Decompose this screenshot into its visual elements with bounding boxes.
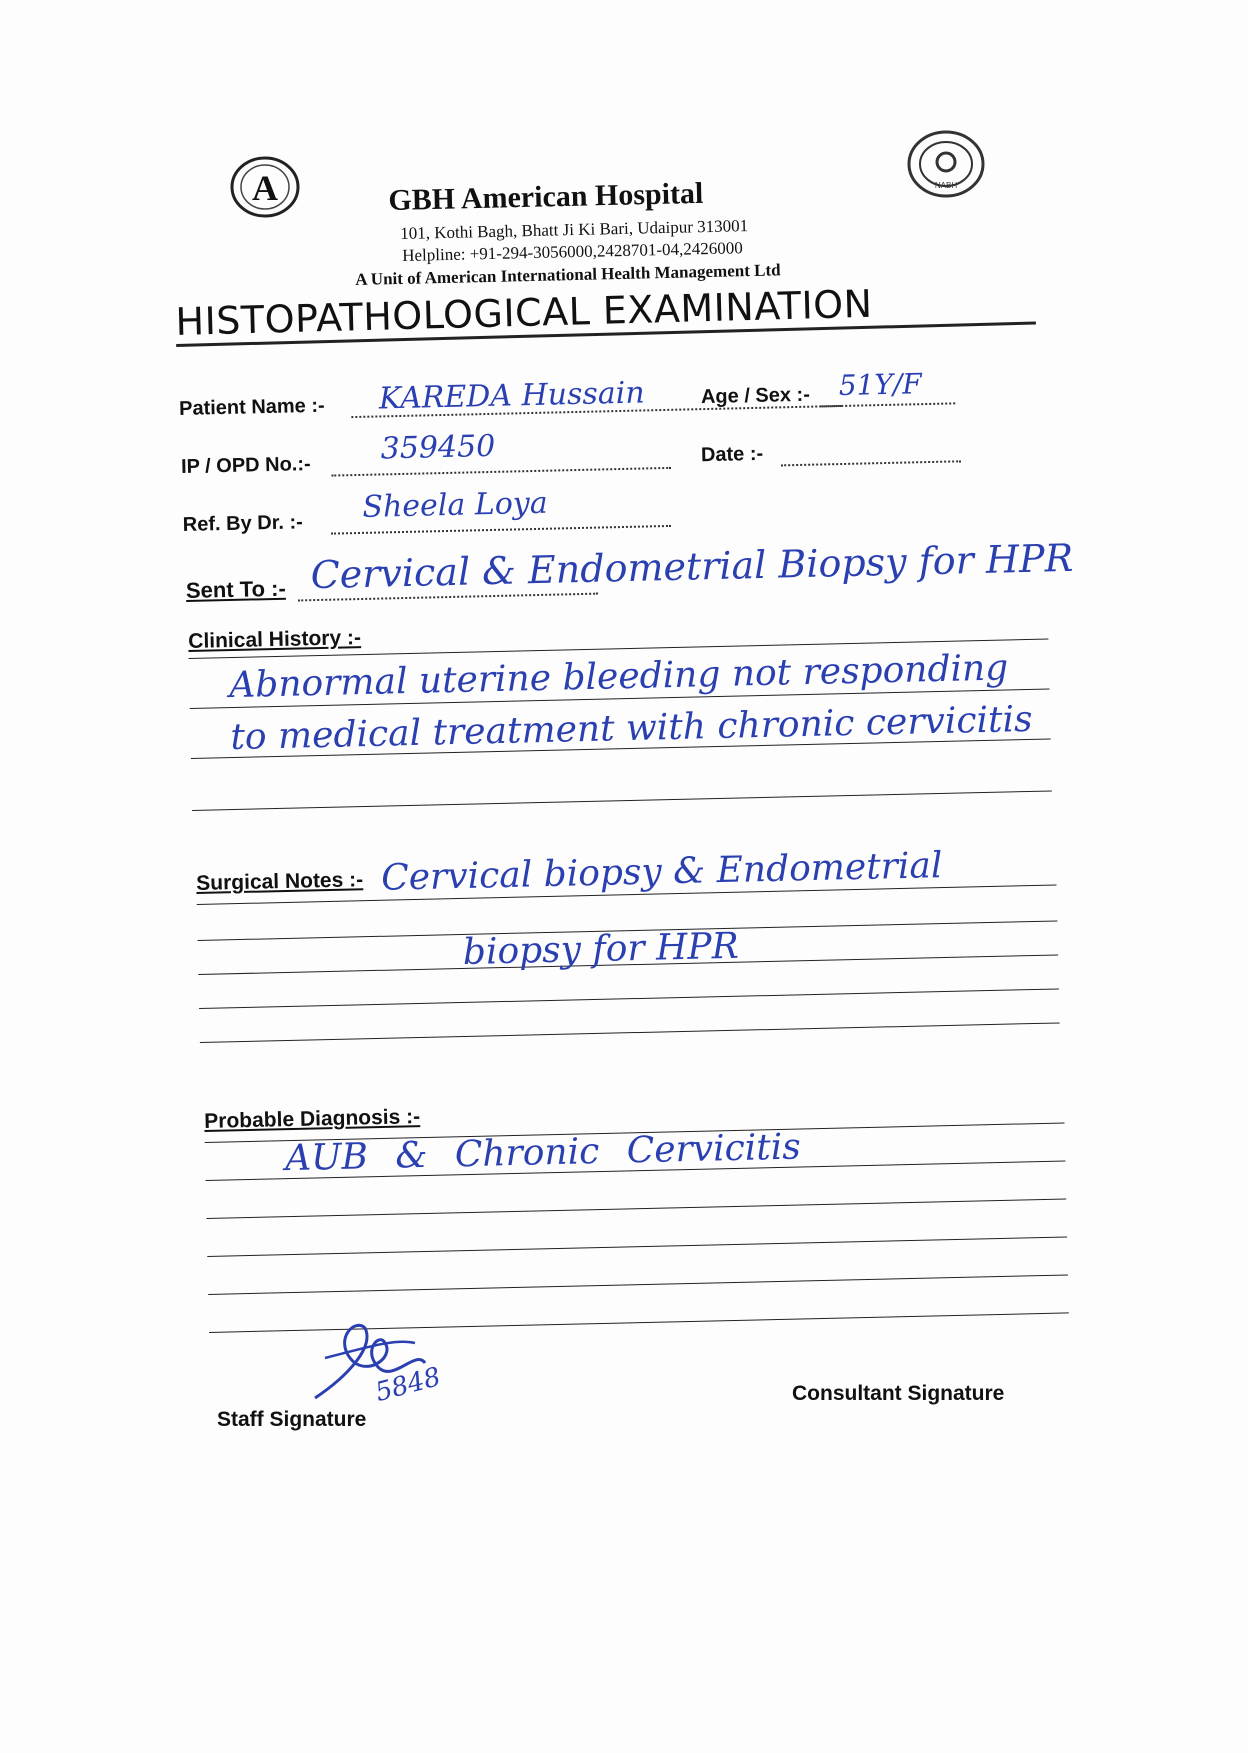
probable-diagnosis-label: Probable Diagnosis :- <box>204 1105 421 1133</box>
surgical-notes-section <box>196 845 1101 1102</box>
staff-signature-id: 5848 <box>372 1361 444 1409</box>
svg-text:NABH: NABH <box>934 181 958 190</box>
consultant-signature-label: Consultant Signature <box>792 1382 1005 1405</box>
probable-diagnosis-line-4 <box>208 1274 1068 1295</box>
date-field[interactable] <box>781 460 961 466</box>
surgical-notes-line-3 <box>199 988 1059 1009</box>
sent-to-label: Sent To :- <box>185 575 287 603</box>
ip-opd-value: 359450 <box>380 428 496 467</box>
hospital-name: GBH American Hospital <box>388 176 704 217</box>
probable-diagnosis-line-2 <box>206 1198 1066 1219</box>
sent-to-value: Cervical & Endometrial Biopsy for HPR <box>310 535 1074 598</box>
svg-text:A: A <box>252 168 278 208</box>
surgical-notes-label: Surgical Notes :- <box>196 868 364 895</box>
ref-label: Ref. By Dr. :- <box>182 511 304 536</box>
clinical-history-line-3 <box>192 790 1052 811</box>
staff-signature-label: Staff Signature <box>217 1408 367 1431</box>
form-title: HISTOPATHOLOGICAL EXAMINATION <box>175 277 1036 346</box>
ref-value: Sheela Loya <box>362 485 549 525</box>
probable-diagnosis-text: AUB & Chronic Cervicitis <box>284 1126 802 1180</box>
patient-name-label: Patient Name :- <box>178 394 325 420</box>
probable-diagnosis-section <box>204 1090 1109 1350</box>
hospital-address: 101, Kothi Bagh, Bhatt Ji Ki Bari, Udaipur 313001 <box>400 216 749 243</box>
ref-field[interactable] <box>331 525 671 535</box>
date-label: Date :- <box>700 442 764 467</box>
nabh-seal <box>906 130 986 198</box>
clinical-history-text-1: to medical treatment with chronic cervicitis <box>229 698 1033 759</box>
clinical-history-text-0: Abnormal uterine bleeding not responding <box>228 647 1009 707</box>
age-sex-value: 51Y/F <box>838 367 923 403</box>
age-sex-label: Age / Sex :- <box>700 383 811 409</box>
patient-name-value: KAREDA Hussain <box>378 375 645 417</box>
clinical-history-label: Clinical History :- <box>188 626 362 653</box>
ip-opd-field[interactable] <box>331 467 671 477</box>
hospital-unit: A Unit of American International Health Management Ltd <box>355 260 781 289</box>
hospital-logo <box>230 156 300 218</box>
clinical-history-section <box>188 610 1093 840</box>
surgical-notes-text-1: biopsy for HPR <box>462 925 740 973</box>
probable-diagnosis-line-3 <box>207 1236 1067 1257</box>
surgical-notes-line-4 <box>200 1022 1060 1043</box>
ip-opd-label: IP / OPD No.:- <box>180 453 311 478</box>
hospital-helpline: Helpline: +91-294-3056000,2428701-04,2426000 <box>402 238 743 265</box>
surgical-notes-text-0: Cervical biopsy & Endometrial <box>380 845 943 899</box>
